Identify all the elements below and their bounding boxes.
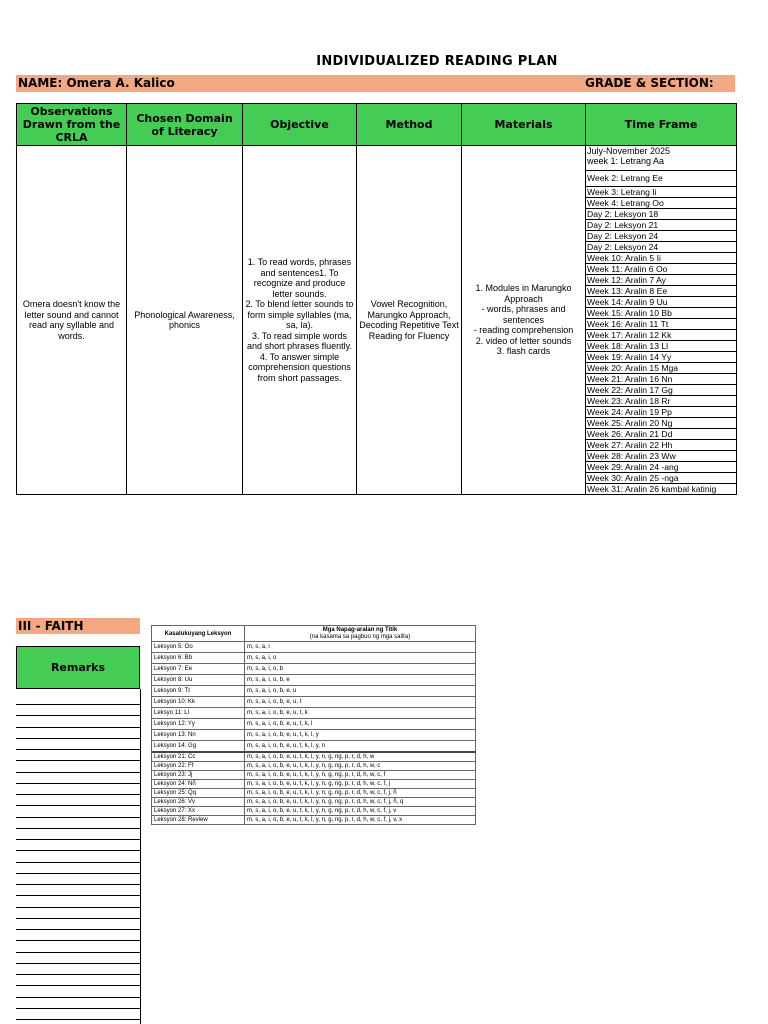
time-frame-item: Week 16: Aralin 11 Tt <box>586 319 736 330</box>
time-frame-item: Week 2: Letrang Ee <box>586 171 736 187</box>
lesson-row <box>152 653 476 664</box>
lesson-letters-cell: m, s, a, i, o, b, e, u, t, k, l, y, n, g, ng, p, r, d, h, w, c, f <box>245 770 476 779</box>
lesson-letters-cell: m, s, a, i <box>245 642 476 653</box>
remarks-line <box>16 907 140 908</box>
lesson-name-cell: Leksyon 7: Ee <box>152 664 245 675</box>
lesson-letters-cell: m, s, a, i, o, b, e, u, t, k, l, y, n, g, ng, p, r, d, h, w, c <box>245 761 476 770</box>
time-frame-item: Week 19: Aralin 14 Yy <box>586 352 736 363</box>
lesson-row <box>152 752 476 762</box>
remarks-line <box>16 828 140 829</box>
lesson-letters-cell: m, s, a, i, o, b, e, u, t, k, l, y, n, g, ng, p, r, d, h, w, c, f, j, ñ, q <box>245 797 476 806</box>
remarks-line <box>16 715 140 716</box>
remarks-line <box>16 850 140 851</box>
time-frame-item: Day 2: Leksyon 24 <box>586 231 736 242</box>
lesson-name-cell: Leksyon 14: Gg <box>152 741 245 752</box>
time-frame-item: Day 2: Leksyon 24 <box>586 242 736 253</box>
remarks-line <box>16 772 140 773</box>
lesson-letters-cell: m, s, a, i, o, b, e, u, t, k, l <box>245 719 476 730</box>
lesson-row <box>152 675 476 686</box>
lesson-row <box>152 719 476 730</box>
time-frame-item: Week 22: Aralin 17 Gg <box>586 385 736 396</box>
grade-section-label: GRADE & SECTION: <box>585 76 714 90</box>
time-frame-item: Week 20: Aralin 15 Mga <box>586 363 736 374</box>
lesson-header-letters-sub: (na kasama sa pagbuo ng mga salita) <box>309 633 411 640</box>
lesson-row <box>152 788 476 797</box>
lesson-letters-cell: m, s, a, i, o, b, e, u, t, k <box>245 708 476 719</box>
lesson-letters-cell: m, s, a, i, o, b, e <box>245 675 476 686</box>
lesson-name-cell: Leksyon 24: Ññ <box>152 779 245 788</box>
remarks-line <box>16 963 140 964</box>
remarks-line <box>16 760 140 761</box>
time-frame-cell <box>586 146 737 495</box>
lesson-name-cell: Leksyon 9: Tt <box>152 686 245 697</box>
time-frame-item: Week 3: Letrang Ii <box>586 187 736 198</box>
remarks-line <box>16 749 140 750</box>
lesson-row <box>152 708 476 719</box>
objective-cell: 1. To read words, phrases and sentences1. To recognize and produce letter sounds. 2. To blend letter sounds to form simple syllables (ma, sa, la). 3. To read simple words and short phrases fluently. 4. To answer simple comprehension questions from short passages. <box>243 146 357 495</box>
lesson-name-cell: Leksyon 5: Oo <box>152 642 245 653</box>
time-frame-item: Day 2: Leksyon 18 <box>586 209 736 220</box>
time-frame-item: Week 18: Aralin 13 Ll <box>586 341 736 352</box>
lesson-letters-cell: m, s, a, i, o <box>245 653 476 664</box>
lesson-header-current: Kasalukuyang Leksyon <box>152 626 245 642</box>
lesson-name-cell: Leksyon 23: Jj <box>152 770 245 779</box>
lesson-name-cell: Leksyon 28: Review <box>152 815 245 824</box>
time-frame-item: Week 4: Letrang Oo <box>586 198 736 209</box>
time-frame-item: Week 29: Aralin 24 -ang <box>586 462 736 473</box>
header-observations: Observations Drawn from the CRLA <box>17 104 127 146</box>
time-frame-item: Week 26: Aralin 21 Dd <box>586 429 736 440</box>
remarks-line <box>16 1008 140 1009</box>
lesson-header-letters <box>245 626 476 642</box>
time-frame-item: Week 15: Aralin 10 Bb <box>586 308 736 319</box>
observation-cell: Omera doesn't know the letter sound and cannot read any syllable and words. <box>17 146 127 495</box>
lesson-name-cell: Leksyon 6: Bb <box>152 653 245 664</box>
time-frame-item: Week 11: Aralin 6 Oo <box>586 264 736 275</box>
header-domain: Chosen Domain of Literacy <box>127 104 243 146</box>
page-title: INDIVIDUALIZED READING PLAN <box>316 54 558 69</box>
time-frame-item: July-November 2025 week 1: Letrang Aa <box>586 146 736 171</box>
lesson-name-cell: Leksyon 21: Cc <box>152 752 245 762</box>
lesson-letters-cell: m, s, a, i, o, b, e, u, t, k, l, y <box>245 730 476 741</box>
time-frame-item: Week 25: Aralin 20 Ng <box>586 418 736 429</box>
lesson-header-letters-title: Mga Napag-aralan ng Titik <box>322 626 398 633</box>
lesson-name-cell: Leksyon 26: Vv <box>152 797 245 806</box>
remarks-line <box>16 952 140 953</box>
table-row <box>17 146 737 495</box>
lesson-row <box>152 761 476 770</box>
time-frame-item: Week 21: Aralin 16 Nn <box>586 374 736 385</box>
time-frame-item: Week 24: Aralin 19 Pp <box>586 407 736 418</box>
faith-section-label: III - FAITH <box>16 618 140 634</box>
remarks-line <box>16 974 140 975</box>
time-frame-item: Week 17: Aralin 12 Kk <box>586 330 736 341</box>
lesson-name-cell: Leksyon 12: Yy <box>152 719 245 730</box>
lesson-row <box>152 686 476 697</box>
lesson-letters-cell: m, s, a, i, o, b, e, u, t, k, l, y, n, g, ng, p, r, d, h, w, c, f, j, v <box>245 806 476 815</box>
remarks-line <box>16 817 140 818</box>
time-frame-item: Week 14: Aralin 9 Uu <box>586 297 736 308</box>
lesson-name-cell: Leksyon 10: Kk <box>152 697 245 708</box>
header-time-frame: Time Frame <box>586 104 737 146</box>
lesson-letters-cell: m, s, a, i, o, b, e, u, t, k, l, y, n, g, ng, p, r, d, h, w <box>245 752 476 762</box>
lesson-letters-cell: m, s, a, i, o, b, e, u, t, k, l, y, n, g, ng, p, r, d, h, w, c, f, j, v, x <box>245 815 476 824</box>
lesson-table <box>151 625 476 825</box>
domain-cell: Phonological Awareness, phonics <box>127 146 243 495</box>
lesson-row <box>152 806 476 815</box>
time-frame-item: Week 28: Aralin 23 Ww <box>586 451 736 462</box>
remarks-line <box>16 997 140 998</box>
lesson-name-cell: Leksyo 11: Ll <box>152 708 245 719</box>
remarks-line <box>16 862 140 863</box>
header-objective: Objective <box>243 104 357 146</box>
lesson-row <box>152 642 476 653</box>
lesson-name-cell: Leksyon 25: Qq <box>152 788 245 797</box>
remarks-line <box>16 884 140 885</box>
table-header-row <box>17 104 737 146</box>
reading-plan-table <box>16 103 737 495</box>
lesson-letters-cell: m, s, a, i, o, b, e, u, t, k, l, y, n, g, ng, p, r, d, h, w, c, f, j <box>245 779 476 788</box>
materials-cell: 1. Modules in Marungko Approach - words, phrases and sentences - reading comprehension 2. video of letter sounds 3. flash cards <box>462 146 586 495</box>
remarks-line <box>16 918 140 919</box>
lesson-row <box>152 730 476 741</box>
name-bar <box>16 75 735 92</box>
lesson-header-row <box>152 626 476 642</box>
remarks-header: Remarks <box>16 646 140 689</box>
time-frame-item: Week 30: Aralin 25 -nga <box>586 473 736 484</box>
header-materials: Materials <box>462 104 586 146</box>
remarks-line <box>16 985 140 986</box>
lesson-row <box>152 779 476 788</box>
remarks-line <box>16 783 140 784</box>
lesson-letters-cell: m, s, a, i, o, b <box>245 664 476 675</box>
lesson-row <box>152 664 476 675</box>
lesson-row <box>152 770 476 779</box>
header-method: Method <box>357 104 462 146</box>
lesson-row <box>152 741 476 752</box>
lesson-name-cell: Leksyon 22: Ff <box>152 761 245 770</box>
remarks-line <box>16 794 140 795</box>
time-frame-item: Week 13: Aralin 8 Ee <box>586 286 736 297</box>
method-cell: Vowel Recognition, Marungko Approach, Decoding Repetitive Text Reading for Fluency <box>357 146 462 495</box>
remarks-line <box>16 895 140 896</box>
remarks-line <box>16 704 140 705</box>
lesson-letters-cell: m, s, a, i, o, b, e, u, t, k, l, y, n, g, ng, p, r, d, h, w, c, f, j, ñ <box>245 788 476 797</box>
time-frame-item: Week 23: Aralin 18 Rr <box>586 396 736 407</box>
lesson-letters-cell: m, s, a, i, o, b, e, u, t, k, l, y, n <box>245 741 476 752</box>
remarks-line <box>16 873 140 874</box>
time-frame-item: Week 12: Aralin 7 Ay <box>586 275 736 286</box>
remarks-line <box>16 805 140 806</box>
student-name-label: NAME: Omera A. Kalico <box>18 76 175 90</box>
lesson-name-cell: Leksyon 27: Xx <box>152 806 245 815</box>
remarks-line <box>16 929 140 930</box>
lesson-name-cell: Leksyon 8: Uu <box>152 675 245 686</box>
lesson-row <box>152 797 476 806</box>
time-frame-item: Day 2: Leksyon 21 <box>586 220 736 231</box>
time-frame-item: Week 10: Aralin 5 Ii <box>586 253 736 264</box>
lesson-row <box>152 697 476 708</box>
lesson-letters-cell: m, s, a, i, o, b, e, u, t <box>245 697 476 708</box>
remarks-line <box>16 940 140 941</box>
remarks-border <box>140 689 141 1024</box>
remarks-line <box>16 1019 140 1020</box>
lesson-name-cell: Leksyon 13: Nn <box>152 730 245 741</box>
time-frame-item: Week 31: Aralin 26 kambal katinig <box>587 484 717 494</box>
remarks-line <box>16 839 140 840</box>
remarks-line <box>16 738 140 739</box>
lesson-letters-cell: m, s, a, i, o, b, e, u <box>245 686 476 697</box>
lesson-row <box>152 815 476 824</box>
time-frame-item: Week 27: Aralin 22 Hh <box>586 440 736 451</box>
remarks-line <box>16 727 140 728</box>
